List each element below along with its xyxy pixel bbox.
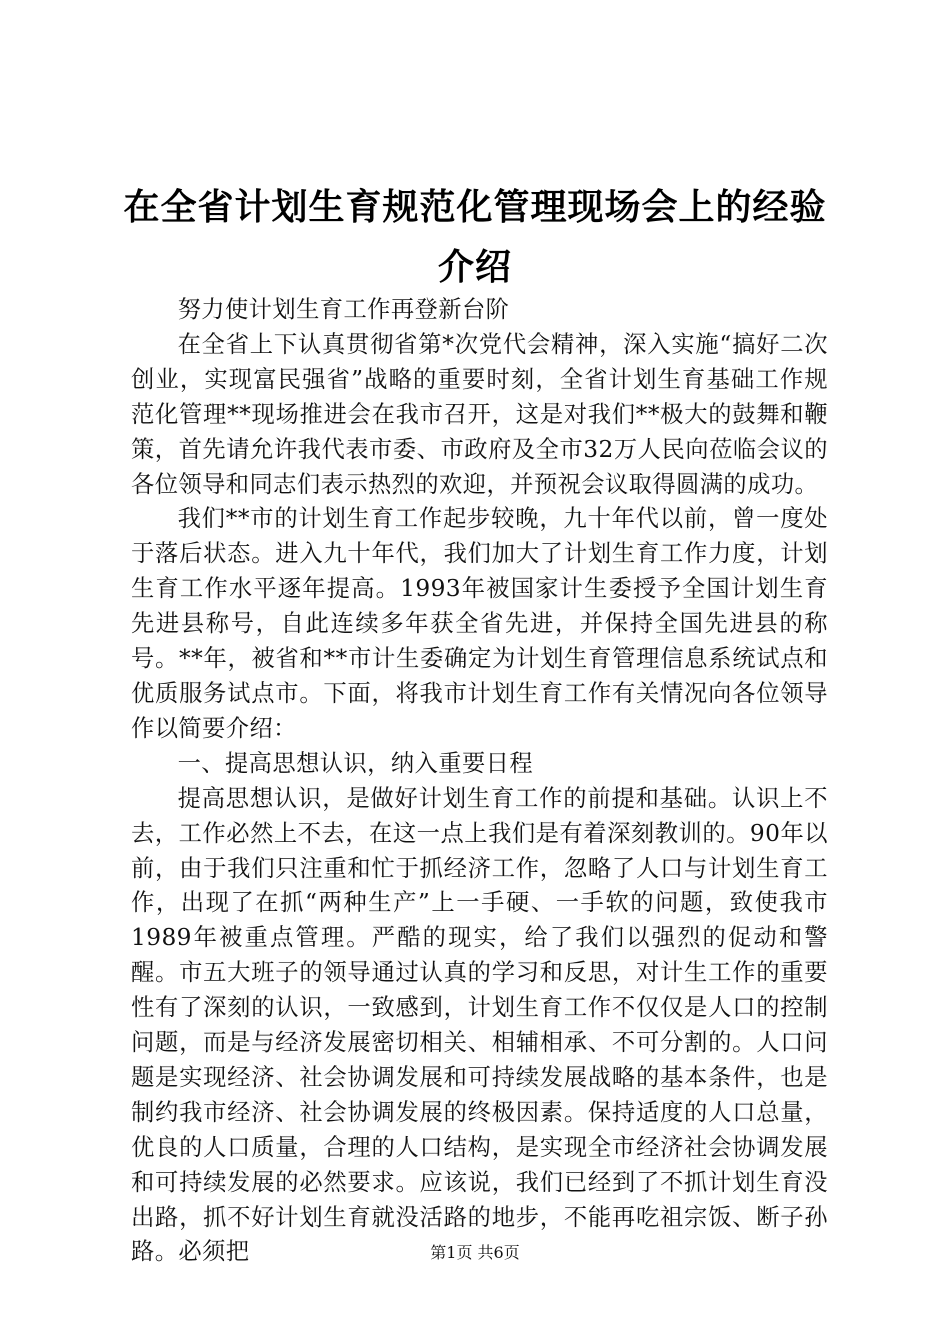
page-number-footer: 第1页 共6页 bbox=[430, 1243, 520, 1262]
body-paragraph: 我们**市的计划生育工作起步较晚，九十年代以前，曾一度处于落后状态。进入九十年代，我们加大了计划生育工作力度，计划生育工作水平逐年提高。1993年被国家计生委授予全国计划生育先进县称号，自此连续多年获全省先进，并保持全国先进县的称号。**年，被省和**市计生委确定为计划生育管理信息系统试点和优质服务试点市。下面，将我市计划生育工作有关情况向各位领导作以简要介绍： bbox=[131, 505, 828, 742]
body-paragraph: 在全省上下认真贯彻省第*次党代会精神，深入实施“搞好二次创业，实现富民强省”战略的重要时刻，全省计划生育基础工作规范化管理**现场推进会在我市召开，这是对我们**极大的鼓舞和鞭策，首先请允许我代表市委、市政府及全市32万人民向莅临会议的各位领导和同志们表示热烈的欢迎，并预祝会议取得圆满的成功。 bbox=[131, 330, 828, 498]
subtitle-paragraph: 努力使计划生育工作再登新台阶 bbox=[177, 296, 510, 323]
section-heading: 一、提高思想认识，纳入重要日程 bbox=[177, 749, 534, 777]
body-paragraph: 提高思想认识，是做好计划生育工作的前提和基础。认识上不去，工作必然上不去，在这一点上我们是有着深刻教训的。90年以前，由于我们只注重和忙于抓经济工作，忽略了人口与计划生育工作，出现了在抓“两种生产”上一手硬、一手软的问题，致使我市1989年被重点管理。严酷的现实，给了我们以强烈的促动和警醒。市五大班子的领导通过认真的学习和反思，对计生工作的重要性有了深刻的认识，一致感到，计划生育工作不仅仅是人口的控制问题，而是与经济发展密切相关、相辅相承、不可分割的。人口问题是实现经济、社会协调发展和可持续发展战略的基本条件，也是制约我市经济、社会协调发展的终极因素。保持适度的人口总量，优良的人口质量，合理的人口结构，是实现全市经济社会协调发展和可持续发展的必然要求。应该说，我们已经到了不抓计划生育没出路，抓不好计划生育就没活路的地步，不能再吃祖宗饭、断子孙路。必须把 bbox=[131, 784, 828, 1266]
document-title: 在全省计划生育规范化管理现场会上的经验介绍 bbox=[123, 187, 827, 288]
